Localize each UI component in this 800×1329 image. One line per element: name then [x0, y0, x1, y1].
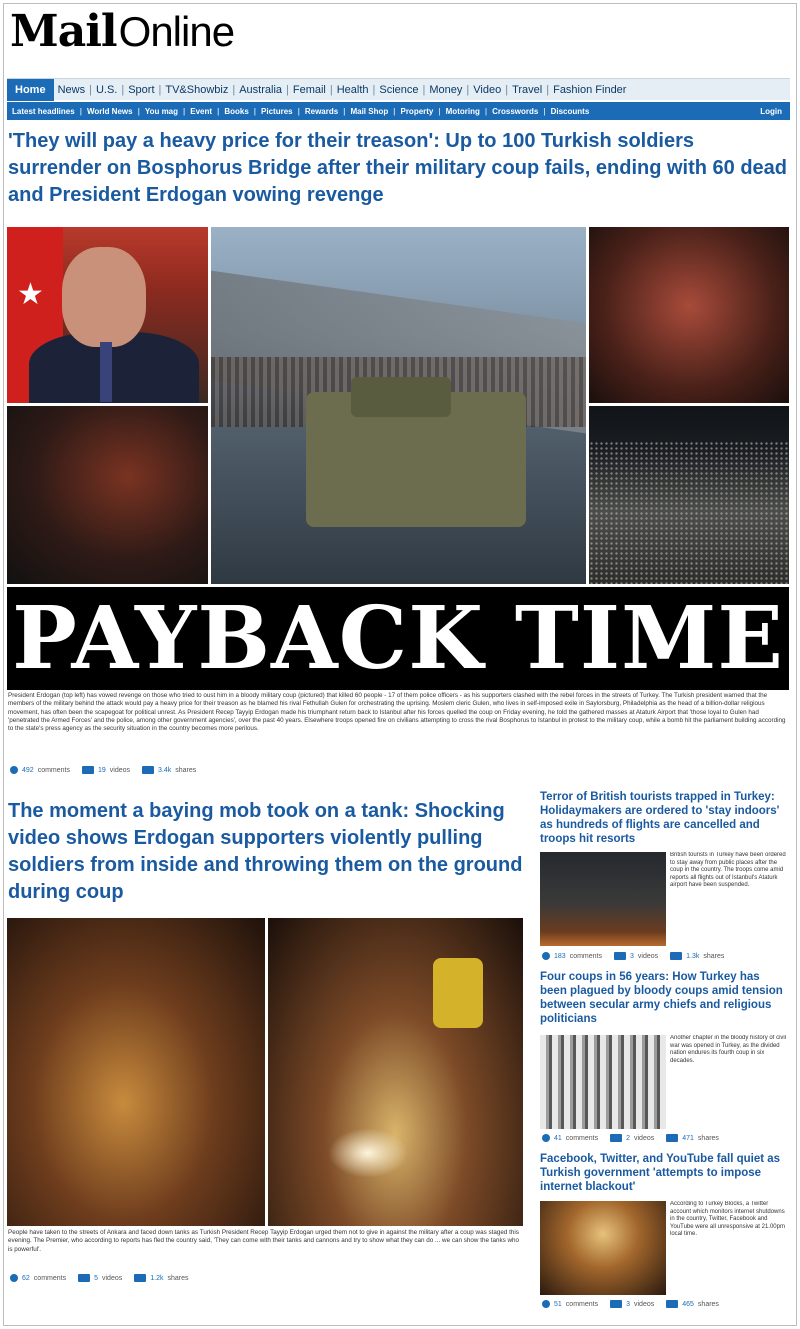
- crowd-texture: [589, 441, 789, 584]
- sidebar-caption-internet-blackout: According to Turkey Blocks, a Twitter account which monitors internet shutdowns in the country, Twitter, Facebook and YouTube were all unresponsive at 21.00pm local time.: [670, 1201, 785, 1238]
- mob-video-still-right[interactable]: [268, 918, 523, 1226]
- erdogan-portrait-image[interactable]: [7, 227, 208, 403]
- subnav-separator: |: [297, 106, 300, 116]
- share-icon: [670, 952, 682, 960]
- comments-icon: [10, 766, 18, 774]
- subnav-item[interactable]: Event: [190, 106, 213, 116]
- nav-separator: |: [505, 83, 509, 96]
- logo-online-text: Online: [118, 8, 235, 55]
- share-count[interactable]: 1.3k: [686, 952, 700, 960]
- mob-story-headline[interactable]: The moment a baying mob took on a tank: Shocking video shows Erdogan supporters violently pulling soldiers from inside and throwing them on the ground during coup: [8, 800, 523, 903]
- nav-item-news[interactable]: News: [57, 83, 86, 96]
- comments-label: comments: [569, 952, 602, 960]
- login-link[interactable]: Login: [760, 106, 782, 116]
- mob-stats: [10, 1274, 196, 1282]
- video-count[interactable]: 3: [629, 952, 634, 960]
- comments-icon: [10, 1274, 18, 1282]
- subnav-separator: |: [543, 106, 546, 116]
- comments-icon: [542, 1300, 550, 1308]
- nav-separator: |: [372, 83, 376, 96]
- subnav-item[interactable]: Discounts: [550, 106, 590, 116]
- subnav-separator: |: [438, 106, 441, 116]
- subnav-item[interactable]: Property: [400, 106, 434, 116]
- lead-caption: President Erdogan (top left) has vowed revenge on those who tried to oust him in a bloody military coup (pictured) that killed 60 people - 17 of them police officers - as his supporters clashed with the rebel forces in the streets of Turkey. The Turkish president warned that the members of the military behind the attack would pay a heavy price for their treason as he blamed his rival Fethullah Gulen for orchestrating the uprising. Moslem cleric Gulen, who lives in self-imposed exile in Saylorsburg, Philadelphia as the head of a billion-dollar religious movement, has often been the scapegoat for political unrest. As President Recep Tayyip Erdogan made his triumphant return back to Istanbul after his forces quelled the coup on Friday evening, he told the gathered masses at Ataturk Airport that 'those loyal to Gulen had 'penetrated the Armed Forces' and the police, among other government agencies', over the past 40 years. Elsewhere troops opened fire on civilians attempting to cross the rival Bosphorus to Istanbul in protest to the military coup, while a bomb hit the parliament building according to the state's press agency as the security situation in the country becomes more perilous.: [8, 692, 786, 733]
- lead-stats: [10, 766, 204, 774]
- sidebar-thumb-internet-blackout[interactable]: [540, 1201, 666, 1295]
- comment-count[interactable]: 62: [22, 1274, 30, 1282]
- subnav-separator: |: [137, 106, 140, 116]
- subnav-separator: |: [217, 106, 220, 116]
- main-nav: [7, 78, 790, 100]
- night-crowd-image[interactable]: [589, 406, 789, 584]
- subnav-item[interactable]: Crosswords: [492, 106, 539, 116]
- share-count[interactable]: 3.4k: [158, 766, 172, 774]
- sidebar-thumb-four-coups[interactable]: [540, 1035, 666, 1129]
- share-count[interactable]: 471: [682, 1134, 694, 1142]
- street-clash-image[interactable]: [589, 227, 789, 403]
- sidebar-thumb-tourists[interactable]: [540, 852, 666, 946]
- subnav-item[interactable]: Books: [224, 106, 249, 116]
- payback-time-headline[interactable]: PAYBACK TIME: [7, 587, 789, 690]
- lead-headline[interactable]: 'They will pay a heavy price for their treason': Up to 100 Turkish soldiers surrender on Bosphorus Bridge after their military coup fails, ending with 60 dead and President Erdogan vowing revenge: [8, 130, 788, 206]
- logo-mail-text: Mail: [10, 6, 117, 57]
- videos-label: videos: [634, 1134, 655, 1142]
- subnav-item[interactable]: Rewards: [304, 106, 339, 116]
- video-icon: [78, 1274, 90, 1282]
- subnav-item[interactable]: Pictures: [261, 106, 293, 116]
- flag-star-icon: ★: [17, 278, 44, 311]
- share-count[interactable]: 1.2k: [150, 1274, 164, 1282]
- nav-separator: |: [329, 83, 333, 96]
- videos-label: videos: [102, 1274, 123, 1282]
- shares-label: shares: [697, 1134, 719, 1142]
- comment-count[interactable]: 41: [554, 1134, 562, 1142]
- nav-separator: |: [158, 83, 162, 96]
- nav-item-health[interactable]: Health: [336, 83, 369, 96]
- mob-caption: People have taken to the streets of Ankara and faced down tanks as Turkish President Recep Tayyip Erdogan urged them not to give in against the military after a coup was staged this evening. The Premier, who according to reports has fled the country said, 'They can come with their tanks and cannons and try to show what they can do ... we can show the tanks who is powerful'.: [8, 1229, 520, 1253]
- videos-label: videos: [109, 766, 131, 774]
- sidebar-headline-internet-blackout[interactable]: Facebook, Twitter, and YouTube fall quiet as Turkish government 'attempts to impose internet blackout': [540, 1153, 781, 1193]
- bridge-tank-image[interactable]: [211, 227, 586, 584]
- share-icon: [666, 1300, 678, 1308]
- high-vis-vest-shape: [433, 958, 483, 1028]
- subnav-separator: |: [79, 106, 82, 116]
- sidebar-stats-tourists: [542, 952, 732, 960]
- video-count[interactable]: 2: [626, 1134, 630, 1142]
- nav-item-australia[interactable]: Australia: [239, 83, 282, 96]
- sidebar-caption-tourists: British tourists in Turkey have been ordered to stay away from public places after the coup in the country. The troops come amid reports all flights out of Istanbul's Ataturk airport have been suspended.: [670, 852, 786, 889]
- share-count[interactable]: 465: [682, 1300, 694, 1308]
- video-icon: [614, 952, 626, 960]
- subnav-separator: |: [484, 106, 488, 116]
- video-count[interactable]: 3: [626, 1300, 630, 1308]
- comments-label: comments: [565, 1134, 599, 1142]
- comments-icon: [542, 1134, 550, 1142]
- subnav-item[interactable]: Mail Shop: [350, 106, 389, 116]
- comment-count[interactable]: 183: [554, 952, 566, 960]
- subnav-separator: |: [183, 106, 186, 116]
- portrait-head: [62, 247, 146, 347]
- crowd-on-tank-image[interactable]: [7, 406, 208, 584]
- share-icon: [142, 766, 154, 774]
- nav-separator: |: [546, 83, 550, 96]
- sidebar-stats-internet-blackout: [542, 1300, 727, 1308]
- nav-item-travel[interactable]: Travel: [512, 83, 543, 96]
- subnav-item[interactable]: You mag: [144, 106, 179, 116]
- flash-glow: [328, 1128, 408, 1178]
- videos-label: videos: [637, 952, 659, 960]
- video-count[interactable]: 5: [94, 1274, 98, 1282]
- nav-separator: |: [232, 83, 236, 96]
- nav-item-tvshowbiz[interactable]: TV&Showbiz: [165, 83, 229, 96]
- nav-item-fashion-finder[interactable]: Fashion Finder: [553, 83, 627, 96]
- shares-label: shares: [697, 1300, 719, 1308]
- nav-separator: |: [286, 83, 289, 96]
- nav-home[interactable]: Home: [7, 79, 54, 101]
- nav-item-science[interactable]: Science: [379, 83, 419, 96]
- sub-nav: [7, 102, 790, 120]
- portrait-tie: [100, 342, 112, 402]
- nav-item-femail[interactable]: Femail: [292, 83, 326, 96]
- comments-label: comments: [565, 1300, 599, 1308]
- shares-label: shares: [703, 952, 725, 960]
- share-icon: [666, 1134, 678, 1142]
- nav-separator: |: [422, 83, 426, 96]
- nav-separator: |: [466, 83, 470, 96]
- nav-separator: |: [89, 83, 92, 96]
- subnav-separator: |: [343, 106, 346, 116]
- turret-shape: [351, 377, 451, 417]
- comments-label: comments: [33, 1274, 67, 1282]
- nav-item-us[interactable]: U.S.: [95, 83, 118, 96]
- video-count[interactable]: 19: [97, 766, 106, 774]
- comments-icon: [542, 952, 550, 960]
- comments-label: comments: [37, 766, 70, 774]
- sidebar-stats-four-coups: [542, 1134, 727, 1142]
- mob-video-still-left[interactable]: [7, 918, 265, 1226]
- subnav-separator: |: [393, 106, 396, 116]
- nav-separator: |: [121, 83, 125, 96]
- video-icon: [82, 766, 94, 774]
- shares-label: shares: [167, 1274, 189, 1282]
- sidebar-caption-four-coups: Another chapter in the bloody history of civil war was opened in Turkey, as the divided nation endures its fourth coup in six decades.: [670, 1035, 787, 1064]
- subnav-separator: |: [253, 106, 257, 116]
- subnav-item[interactable]: Latest headlines: [12, 106, 75, 116]
- subnav-item[interactable]: Motoring: [445, 106, 480, 116]
- share-icon: [134, 1274, 146, 1282]
- subnav-item[interactable]: World News: [86, 106, 133, 116]
- nav-item-video[interactable]: Video: [473, 83, 502, 96]
- shares-label: shares: [175, 766, 197, 774]
- videos-label: videos: [634, 1300, 655, 1308]
- sidebar-headline-four-coups[interactable]: Four coups in 56 years: How Turkey has been plagued by bloody coups amid tension between secular army chiefs and religious politicians: [540, 971, 783, 1025]
- nav-item-sport[interactable]: Sport: [128, 83, 155, 96]
- sidebar-headline-tourists[interactable]: Terror of British tourists trapped in Turkey: Holidaymakers are ordered to 'stay indoors' as hundreds of flights are cancelled and troops hit resorts: [540, 791, 780, 845]
- video-icon: [610, 1300, 622, 1308]
- mailonline-logo[interactable]: [10, 6, 234, 58]
- video-icon: [610, 1134, 622, 1142]
- comment-count[interactable]: 51: [554, 1300, 562, 1308]
- nav-item-money[interactable]: Money: [429, 83, 463, 96]
- comment-count[interactable]: 492: [22, 766, 34, 774]
